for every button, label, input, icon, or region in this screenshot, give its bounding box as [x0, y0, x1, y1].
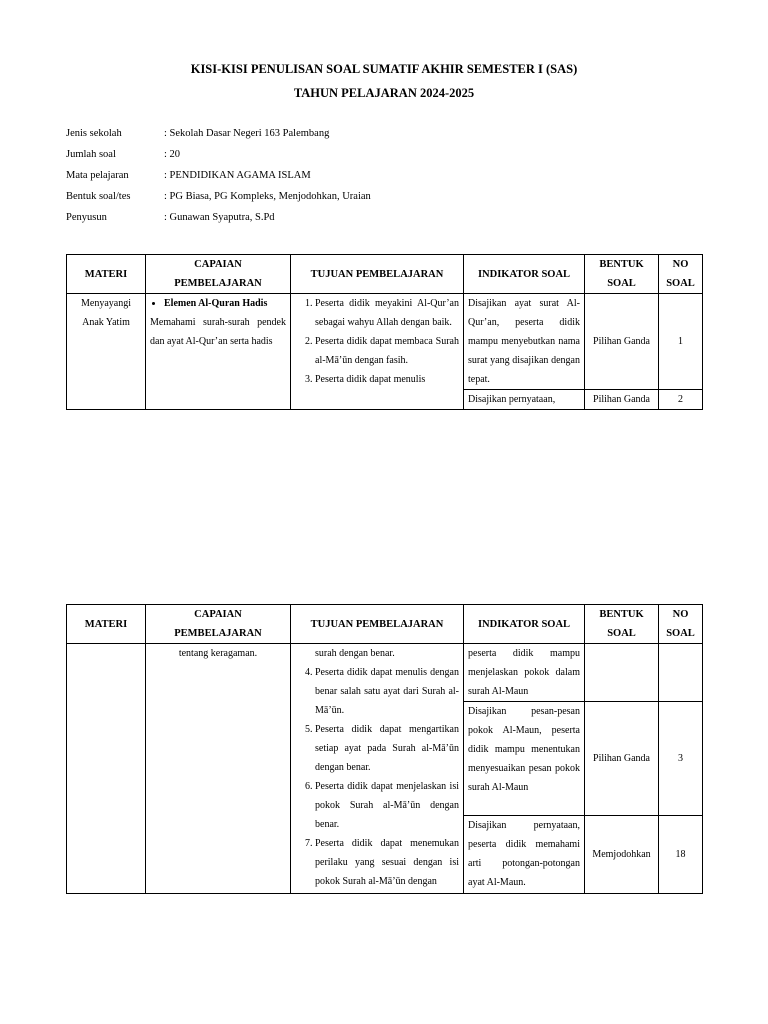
info-row-bentuk-soal: [66, 191, 666, 202]
indikator-cell: Disajikan ayat surat Al-Qur’an, peserta didik mampu menyebutkan nama surat yang disajikan dengan tepat.: [464, 294, 585, 390]
tujuan-item: 6. Peserta didik dapat menjelaskan isi pokok Surah al-Mā’ūn dengan benar.: [315, 777, 459, 834]
header-bentuk-line2: SOAL: [607, 628, 636, 639]
header-bentuk: [585, 605, 659, 644]
header-tujuan: TUJUAN PEMBELAJARAN: [291, 605, 464, 644]
header-capaian-line2: PEMBELAJARAN: [174, 628, 262, 639]
bentuk-cell: Memjodohkan: [585, 816, 659, 894]
bentuk-cell: Pilihan Ganda: [585, 702, 659, 816]
table-row: [67, 294, 703, 390]
info-row-jumlah-soal: [66, 149, 666, 160]
header-tujuan: TUJUAN PEMBELAJARAN: [291, 255, 464, 294]
header-capaian-line1: CAPAIAN: [194, 259, 242, 270]
header-capaian-line2: PEMBELAJARAN: [174, 278, 262, 289]
kisi-kisi-table-page-2: [66, 604, 703, 894]
header-capaian-line1: CAPAIAN: [194, 609, 242, 620]
bentuk-cell: [585, 644, 659, 702]
info-label: Jenis sekolah: [66, 128, 122, 139]
info-value: : Sekolah Dasar Negeri 163 Palembang: [164, 128, 330, 139]
indikator-cell: Disajikan pesan-pesan pokok Al-Maun, peserta didik mampu menentukan menyesuaikan pesan pokok surah Al-Maun: [464, 702, 585, 816]
no-cell: 18: [659, 816, 703, 894]
capaian-heading: Elemen Al-Quran Hadis: [164, 298, 268, 309]
capaian-text: Memahami surah-surah pendek dan ayat Al-Qur’an serta hadis: [150, 317, 286, 347]
header-indikator: INDIKATOR SOAL: [464, 605, 585, 644]
tujuan-continuation: surah dengan benar.: [315, 648, 395, 659]
header-materi: MATERI: [67, 605, 146, 644]
header-indikator: INDIKATOR SOAL: [464, 255, 585, 294]
indikator-cell: peserta didik mampu menjelaskan pokok dalam surah Al-Maun: [464, 644, 585, 702]
header-bentuk: [585, 255, 659, 294]
capaian-bullet: [150, 294, 286, 351]
info-label: Mata pelajaran: [66, 170, 129, 181]
capaian-cell: [146, 294, 291, 410]
tujuan-cell: [291, 294, 464, 410]
header-no-line1: NO: [672, 609, 689, 620]
info-label: Bentuk soal/tes: [66, 191, 131, 202]
no-cell: 3: [659, 702, 703, 816]
table-row: [67, 644, 703, 702]
header-bentuk-line1: BENTUK: [599, 609, 644, 620]
info-label: Penyusun: [66, 212, 107, 223]
header-materi: MATERI: [67, 255, 146, 294]
materi-cell: Menyayangi Anak Yatim: [67, 294, 146, 410]
tujuan-cell: [291, 644, 464, 894]
capaian-cell: tentang keragaman.: [146, 644, 291, 894]
tujuan-item: 5. Peserta didik dapat mengartikan setiap ayat pada Surah al-Mā’ūn dengan benar.: [315, 720, 459, 777]
header-no-line2: SOAL: [666, 278, 695, 289]
document-subtitle: TAHUN PELAJARAN 2024-2025: [293, 86, 475, 100]
tujuan-item: 2. Peserta didik dapat membaca Surah al-Mā’ūn dengan fasih.: [315, 332, 459, 370]
materi-cell: [67, 644, 146, 894]
header-no-line2: SOAL: [666, 628, 695, 639]
header-bentuk-line2: SOAL: [607, 278, 636, 289]
info-row-jenis-sekolah: [66, 128, 666, 139]
tujuan-item: 3. Peserta didik dapat menulis: [315, 370, 459, 389]
table-header-row: [67, 255, 703, 294]
kisi-kisi-table-page-1: [66, 254, 703, 410]
header-bentuk-line1: BENTUK: [599, 259, 644, 270]
bentuk-cell: Pilihan Ganda: [585, 294, 659, 390]
tujuan-item: 7. Peserta didik dapat menemukan perilaku yang sesuai dengan isi pokok Surah al-Mā’ūn dengan: [315, 834, 459, 891]
info-value: : PG Biasa, PG Kompleks, Menjodohkan, Uraian: [164, 191, 371, 202]
document-title: KISI-KISI PENULISAN SOAL SUMATIF AKHIR SEMESTER I (SAS): [190, 62, 578, 76]
info-value: : 20: [164, 149, 181, 160]
indikator-cell: Disajikan pernyataan,: [464, 390, 585, 410]
info-row-penyusun: [66, 212, 666, 223]
header-no: [659, 605, 703, 644]
info-row-mata-pelajaran: [66, 170, 666, 181]
table-header-row: [67, 605, 703, 644]
info-value: : Gunawan Syaputra, S.Pd: [164, 212, 275, 223]
info-value: : PENDIDIKAN AGAMA ISLAM: [164, 170, 311, 181]
info-label: Jumlah soal: [66, 149, 116, 160]
no-cell: 2: [659, 390, 703, 410]
header-no: [659, 255, 703, 294]
no-cell: [659, 644, 703, 702]
tujuan-item: 4. Peserta didik dapat menulis dengan benar salah satu ayat dari Surah al-Mā’ūn.: [315, 663, 459, 720]
bentuk-cell: Pilihan Ganda: [585, 390, 659, 410]
header-capaian: [146, 255, 291, 294]
indikator-cell: Disajikan pernyataan, peserta didik memahami arti potongan-potongan ayat Al-Maun.: [464, 816, 585, 894]
header-capaian: [146, 605, 291, 644]
no-cell: 1: [659, 294, 703, 390]
tujuan-item: 1. Peserta didik meyakini Al-Qur’an sebagai wahyu Allah dengan baik.: [315, 294, 459, 332]
header-no-line1: NO: [672, 259, 689, 270]
